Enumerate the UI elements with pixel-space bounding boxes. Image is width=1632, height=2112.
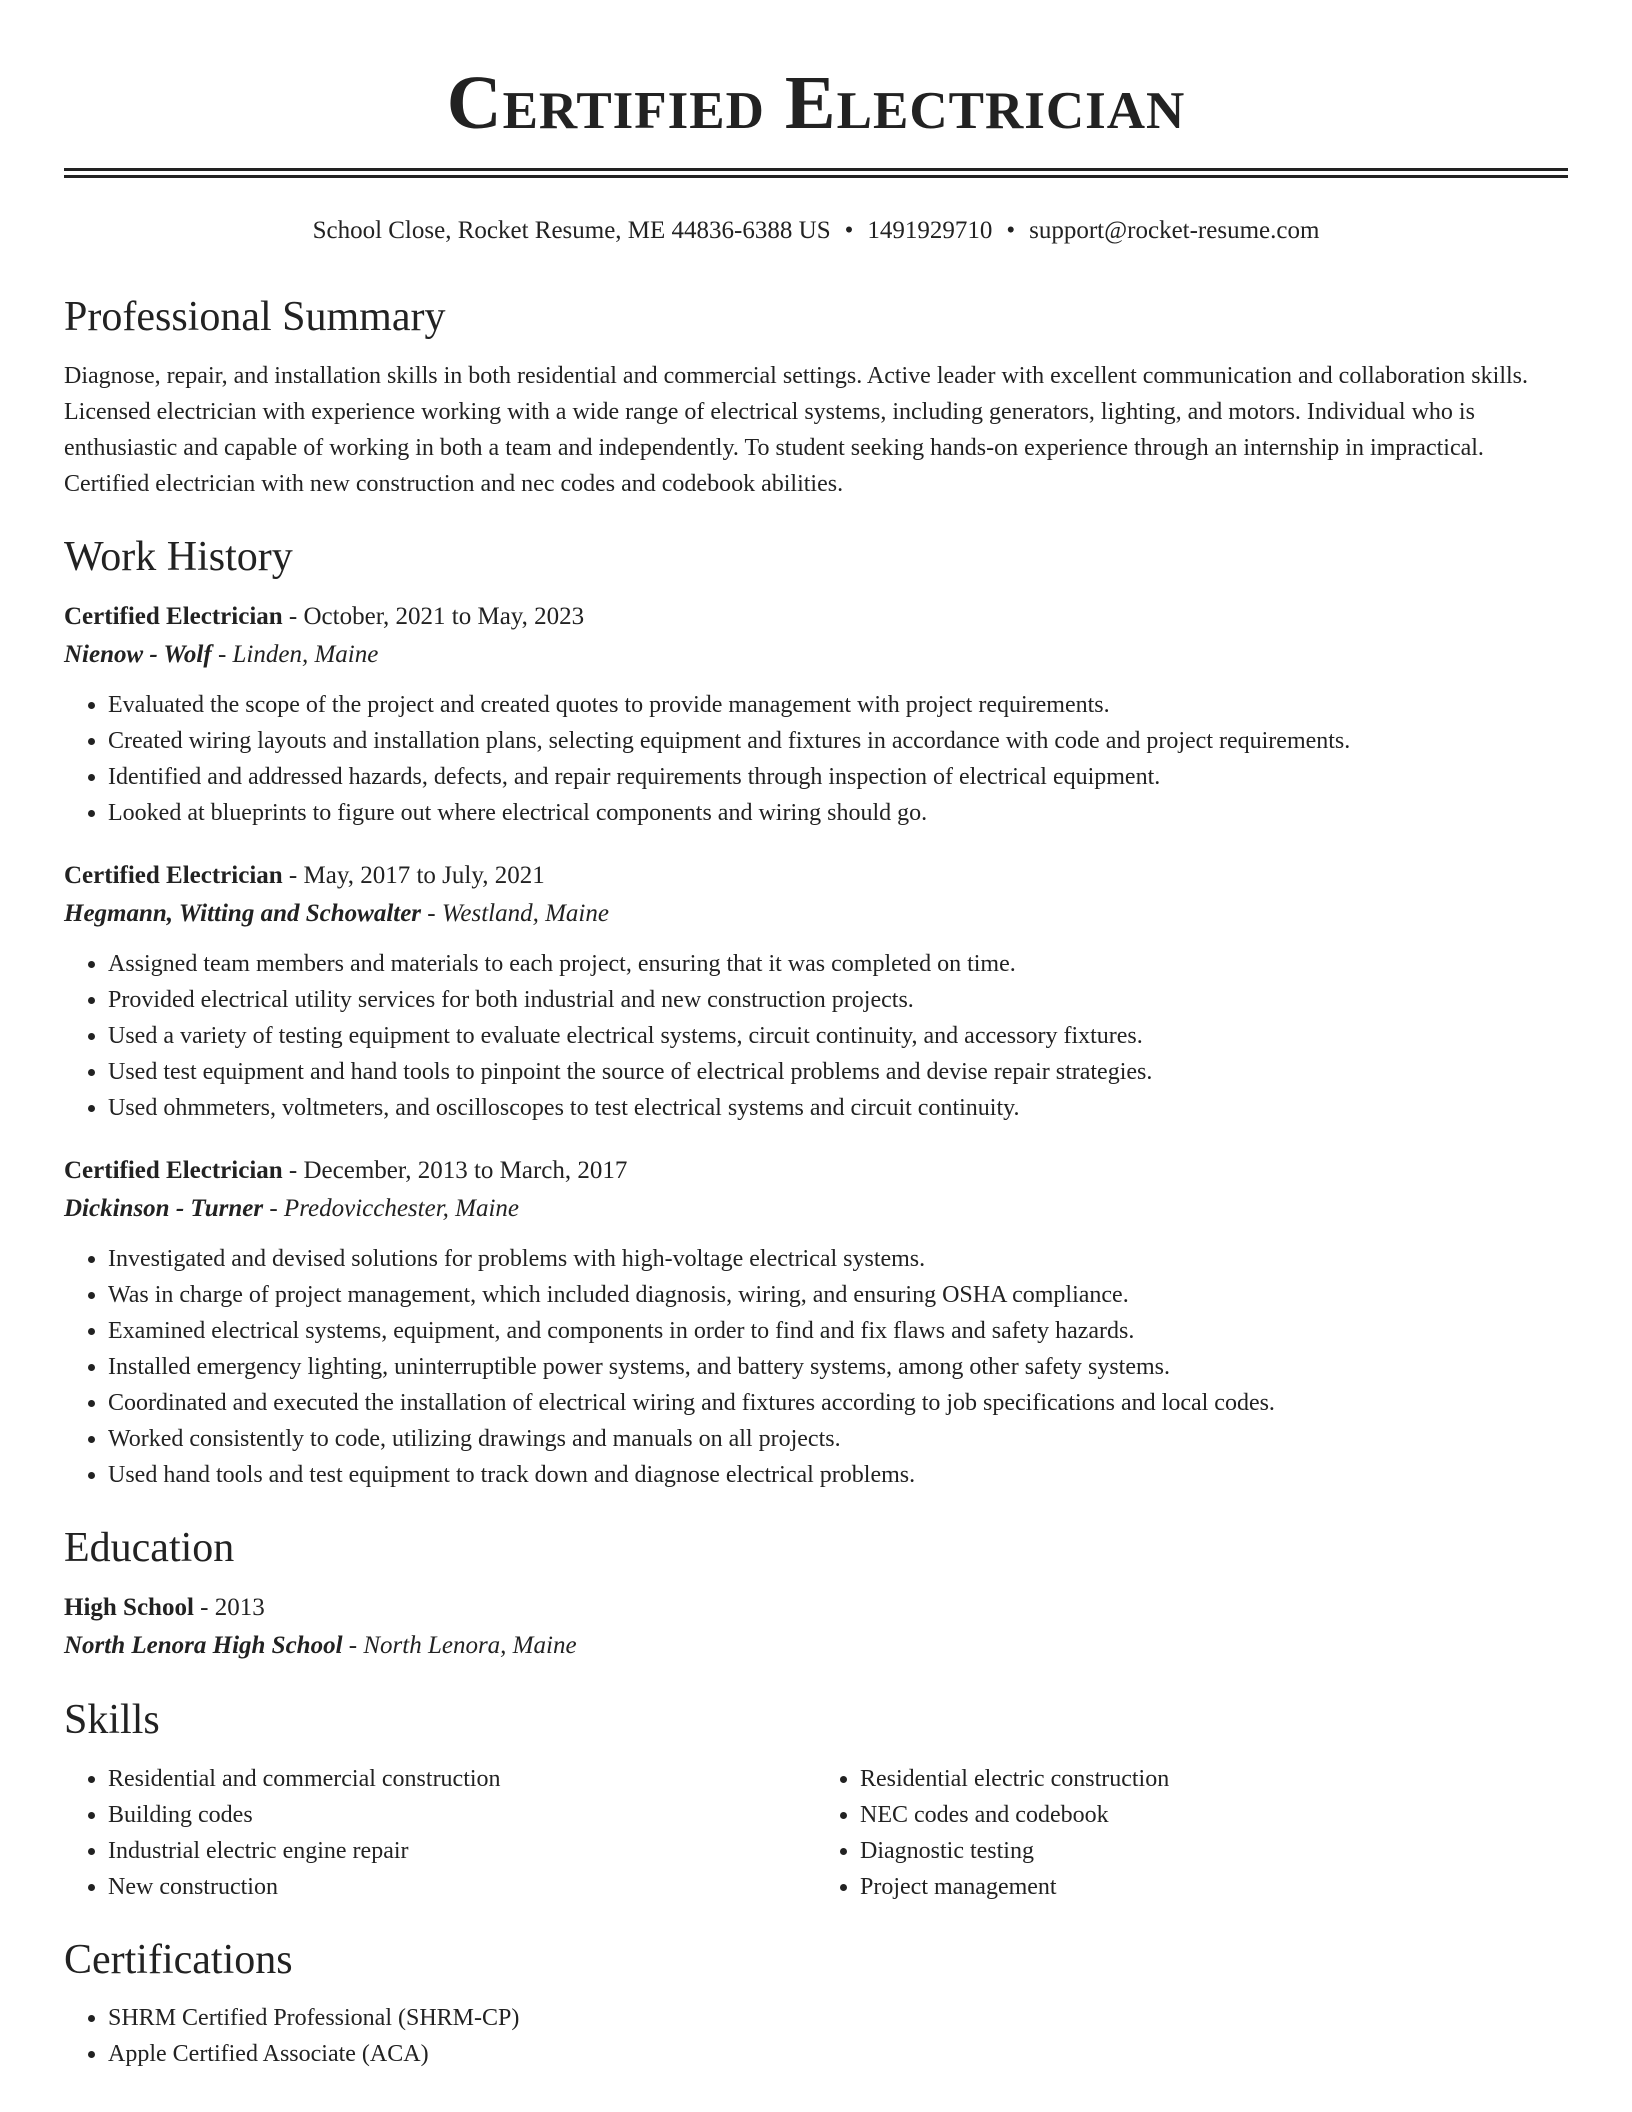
employer-line	[64, 895, 1568, 933]
contact-email: support@rocket-resume.com	[1029, 217, 1320, 244]
job-entry	[64, 1152, 1568, 1493]
education-entry	[64, 1589, 1568, 1665]
summary-section	[64, 290, 1568, 502]
list-item: • Investigated and devised solutions for problems with high-voltage electrical systems.	[108, 1241, 1568, 1277]
list-item: • Identified and addressed hazards, defects, and repair requirements through inspection of electrical equipment.	[108, 759, 1568, 795]
employer-location: - Predovicchester, Maine	[263, 1195, 520, 1222]
list-item: • Installed emergency lighting, uninterruptible power systems, and battery systems, among other safety systems.	[108, 1349, 1568, 1385]
job-dates: - December, 2013 to March, 2017	[282, 1157, 628, 1184]
employer-name: Dickinson - Turner	[64, 1195, 264, 1222]
list-item: • Used a variety of testing equipment to evaluate electrical systems, circuit continuity, and accessory fixtures.	[108, 1018, 1568, 1054]
employer-location: - Linden, Maine	[211, 641, 379, 668]
job-entry	[64, 598, 1568, 831]
employer-line	[64, 1190, 1568, 1228]
title-rule-top	[64, 168, 1568, 171]
job-dates: - May, 2017 to July, 2021	[282, 862, 545, 889]
list-item: • New construction	[108, 1869, 816, 1905]
title-rule-bottom	[64, 175, 1568, 178]
skills-columns	[64, 1761, 1568, 1905]
list-item: • Used test equipment and hand tools to pinpoint the source of electrical problems and devise repair strategies.	[108, 1054, 1568, 1090]
job-bullets	[64, 1241, 1568, 1493]
resume-content	[64, 290, 1568, 2072]
contact-phone: 1491929710	[867, 217, 993, 244]
job-title-line	[64, 857, 1568, 895]
certifications-list	[64, 2000, 1568, 2072]
job-dates: - October, 2021 to May, 2023	[282, 603, 585, 630]
school-location: - North Lenora, Maine	[342, 1632, 577, 1659]
list-item: • Examined electrical systems, equipment, and components in order to find and fix flaws and safety hazards.	[108, 1313, 1568, 1349]
job-entry	[64, 857, 1568, 1126]
list-item: • Was in charge of project management, which included diagnosis, wiring, and ensuring OSHA compliance.	[108, 1277, 1568, 1313]
list-item: • Residential and commercial construction	[108, 1761, 816, 1797]
list-item: • Diagnostic testing	[860, 1833, 1568, 1869]
section-heading: Skills	[64, 1697, 160, 1743]
school-name: North Lenora High School	[64, 1632, 343, 1659]
list-item: • Evaluated the scope of the project and created quotes to provide management with project requirements.	[108, 687, 1568, 723]
job-title-line	[64, 598, 1568, 636]
education-section	[64, 1521, 1568, 1665]
contact-separator: •	[1006, 217, 1016, 244]
list-item: • Provided electrical utility services for both industrial and new construction projects.	[108, 982, 1568, 1018]
skills-left-column	[64, 1761, 816, 1905]
job-title: Certified Electrician	[64, 603, 283, 630]
certifications-section	[64, 1933, 1568, 2072]
contact-separator: •	[844, 217, 854, 244]
contact-address: School Close, Rocket Resume, ME 44836-6388 US	[312, 217, 831, 244]
list-item: • Looked at blueprints to figure out where electrical components and wiring should go.	[108, 795, 1568, 831]
employer-name: Nienow - Wolf	[64, 641, 212, 668]
list-item: • Building codes	[108, 1797, 816, 1833]
employer-line	[64, 636, 1568, 674]
summary-text: Diagnose, repair, and installation skills in both residential and commercial settings. Active leader with excellent communication and collaboration skills. Licensed electrician with experience working with a wide range of electrical systems, including generators, lighting, and motors. Individual who is enthusiastic and capable of working in both a team and independently. To student seeking hands-on experience through an internship in impractical. Certified electrician with new construction and nec codes and codebook abilities.	[64, 363, 1528, 497]
list-item: • Industrial electric engine repair	[108, 1833, 816, 1869]
job-bullets	[64, 946, 1568, 1126]
skills-right-column	[816, 1761, 1568, 1905]
employer-name: Hegmann, Witting and Schowalter	[64, 900, 422, 927]
list-item: • Worked consistently to code, utilizing drawings and manuals on all projects.	[108, 1421, 1568, 1457]
list-item: • NEC codes and codebook	[860, 1797, 1568, 1833]
skills-section	[64, 1693, 1568, 1905]
job-title: Certified Electrician	[64, 1157, 283, 1184]
section-heading: Certifications	[64, 1937, 293, 1983]
list-item: • Coordinated and executed the installation of electrical wiring and fixtures according to job specifications and local codes.	[108, 1385, 1568, 1421]
section-heading: Work History	[64, 534, 293, 580]
list-item: • Created wiring layouts and installation plans, selecting equipment and fixtures in accordance with code and project requirements.	[108, 723, 1568, 759]
list-item: • Used hand tools and test equipment to track down and diagnose electrical problems.	[108, 1457, 1568, 1493]
list-item: • Residential electric construction	[860, 1761, 1568, 1797]
resume-title: Certified Electrician	[446, 61, 1186, 145]
work-history-section	[64, 530, 1568, 1493]
degree-line	[64, 1589, 1568, 1627]
school-line	[64, 1627, 1568, 1665]
list-item: • Assigned team members and materials to each project, ensuring that it was completed on time.	[108, 946, 1568, 982]
list-item: • Apple Certified Associate (ACA)	[108, 2036, 1568, 2072]
degree-name: High School	[64, 1594, 194, 1621]
job-title: Certified Electrician	[64, 862, 283, 889]
list-item: • Used ohmmeters, voltmeters, and oscilloscopes to test electrical systems and circuit continuity.	[108, 1090, 1568, 1126]
graduation-year: - 2013	[193, 1594, 265, 1621]
section-heading: Professional Summary	[64, 294, 446, 340]
contact-line	[0, 214, 1632, 248]
list-item: • SHRM Certified Professional (SHRM-CP)	[108, 2000, 1568, 2036]
employer-location: - Westland, Maine	[421, 900, 609, 927]
section-heading: Education	[64, 1525, 235, 1571]
job-bullets	[64, 687, 1568, 831]
list-item: • Project management	[860, 1869, 1568, 1905]
job-title-line	[64, 1152, 1568, 1190]
